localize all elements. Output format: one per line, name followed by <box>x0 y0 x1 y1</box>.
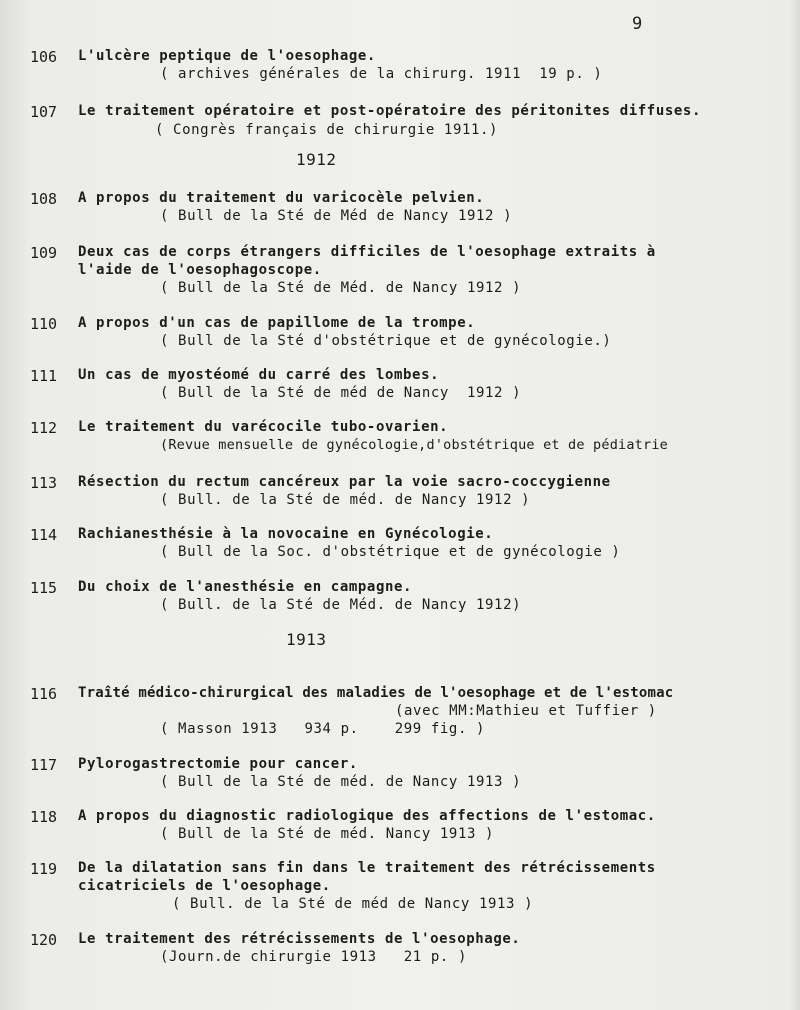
entry-source: ( Congrès français de chirurgie 1911.) <box>155 122 499 138</box>
entry-title: L'ulcère peptique de l'oesophage. <box>78 48 376 64</box>
entry-source: ( Bull. de la Sté de méd de Nancy 1913 ) <box>172 896 534 912</box>
entry-number: 113 <box>30 474 58 492</box>
entry-title: Du choix de l'anesthésie en campagne. <box>78 579 413 595</box>
entry-title-continued: cicatriciels de l'oesophage. <box>78 878 331 894</box>
entry-number: 115 <box>30 579 58 597</box>
entry-title: Un cas de myostéomé du carré des lombes. <box>78 367 440 383</box>
entry-number: 120 <box>30 931 58 949</box>
entry-title: A propos du diagnostic radiologique des affections de l'estomac. <box>78 808 656 824</box>
entry-number: 112 <box>30 419 58 437</box>
entry-title: De la dilatation sans fin dans le traitement des rétrécissements <box>78 860 656 876</box>
year-heading-1912: 1912 <box>296 150 337 169</box>
entry-source: ( Bull. de la Sté de méd. de Nancy 1912 ) <box>160 492 531 508</box>
entry-title: Rachianesthésie à la novocaine en Gynécologie. <box>78 526 494 542</box>
entry-title: Pylorogastrectomie pour cancer. <box>78 756 358 772</box>
entry-source: ( Bull de la Sté de méd. Nancy 1913 ) <box>160 826 495 842</box>
entry-source: ( Bull de la Soc. d'obstétrique et de gynécologie ) <box>160 544 621 560</box>
entry-title: A propos d'un cas de papillome de la trompe. <box>78 315 476 331</box>
entry-source: ( Bull de la Sté de méd de Nancy 1912 ) <box>160 385 522 401</box>
entry-source: ( Bull. de la Sté de Méd. de Nancy 1912) <box>160 597 522 613</box>
entry-number: 118 <box>30 808 58 826</box>
page-number: 9 <box>632 14 643 34</box>
entry-title-continued: l'aide de l'oesophagoscope. <box>78 262 322 278</box>
entry-title: Deux cas de corps étrangers difficiles de l'oesophage extraits à <box>78 244 656 260</box>
entry-source: ( Bull de la Sté de Méd. de Nancy 1912 ) <box>160 280 522 296</box>
entry-source: ( Bull de la Sté de Méd de Nancy 1912 ) <box>160 208 513 224</box>
entry-title: Le traitement des rétrécissements de l'oesophage. <box>78 931 521 947</box>
entry-source: ( archives générales de la chirurg. 1911 19 p. ) <box>160 66 603 82</box>
entry-number: 116 <box>30 685 58 703</box>
entry-title: Résection du rectum cancéreux par la voie sacro-coccygienne <box>78 474 611 490</box>
entry-source: (Revue mensuelle de gynécologie,d'obstétrique et de pédiatrie <box>160 437 668 453</box>
year-heading-1913: 1913 <box>286 630 327 649</box>
entry-number: 106 <box>30 48 58 66</box>
entry-number: 107 <box>30 103 58 121</box>
entry-number: 114 <box>30 526 58 544</box>
entry-title: Traîté médico-chirurgical des maladies de l'oesophage et de l'estomac <box>78 685 674 701</box>
entry-number: 108 <box>30 190 58 208</box>
entry-source: (Journ.de chirurgie 1913 21 p. ) <box>160 949 467 965</box>
entry-number: 111 <box>30 367 58 385</box>
entry-number: 109 <box>30 244 58 262</box>
entry-coauthors: (avec MM:Mathieu et Tuffier ) <box>395 703 657 719</box>
entry-title: A propos du traitement du varicocèle pelvien. <box>78 190 485 206</box>
entry-source: ( Bull de la Sté d'obstétrique et de gynécologie.) <box>160 333 612 349</box>
entry-number: 117 <box>30 756 58 774</box>
entry-title: Le traitement du varécocile tubo-ovarien. <box>78 419 449 435</box>
entry-number: 110 <box>30 315 58 333</box>
entry-number: 119 <box>30 860 58 878</box>
entry-title: Le traitement opératoire et post-opératoire des péritonites diffuses. <box>78 103 701 119</box>
entry-source: ( Bull de la Sté de méd. de Nancy 1913 ) <box>160 774 522 790</box>
entry-source: ( Masson 1913 934 p. 299 fig. ) <box>160 721 486 737</box>
